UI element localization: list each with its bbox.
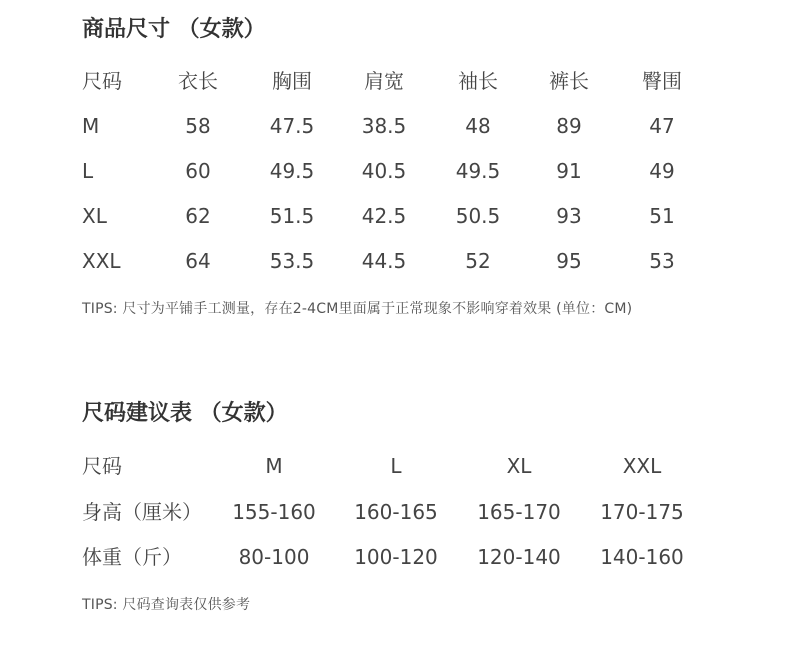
table-cell: 53.5 [269,249,315,273]
table-cell: 80-100 [238,545,310,569]
table-cell: 53 [649,249,675,273]
table-cell: 47.5 [269,114,315,138]
table-cell: 47 [649,114,675,138]
size-label: L [82,159,94,183]
size-label: XXL [82,249,121,273]
table-cell: 38.5 [361,114,407,138]
table-cell: 89 [556,114,582,138]
table-cell: 40.5 [361,159,407,183]
suggest-table-header [0,451,790,481]
table-cell: 51.5 [269,204,315,228]
suggest-table-title: 尺码建议表 （女款） [82,401,288,426]
header-cell: L [390,454,402,478]
table-cell: 49 [649,159,675,183]
table-cell: 58 [185,114,211,138]
header-cell: 尺码 [82,69,122,93]
header-cell: 臀围 [642,69,682,93]
row-label: 身高（厘米） [82,500,202,524]
header-cell: M [265,454,283,478]
table-cell: 155-160 [232,500,316,524]
table-cell: 120-140 [477,545,561,569]
size-label: XL [82,204,107,228]
table-cell: 49.5 [269,159,315,183]
table-cell: 52 [465,249,491,273]
table-cell: 64 [185,249,211,273]
table-cell: 140-160 [600,545,684,569]
table-cell: 49.5 [455,159,501,183]
table-row [0,497,790,527]
header-cell: 衣长 [178,69,218,93]
size-table-title: 商品尺寸 （女款） [82,17,266,42]
table-cell: 95 [556,249,582,273]
size-table-header [0,66,790,96]
table-cell: 160-165 [354,500,438,524]
table-cell: 42.5 [361,204,407,228]
table-row [0,156,790,186]
header-cell: 肩宽 [364,69,404,93]
table-cell: 48 [465,114,491,138]
table-cell: 165-170 [477,500,561,524]
table-cell: 60 [185,159,211,183]
table-row [0,201,790,231]
table-cell: 170-175 [600,500,684,524]
size-label: M [82,114,100,138]
table-cell: 100-120 [354,545,438,569]
table-cell: 91 [556,159,582,183]
table-cell: 93 [556,204,582,228]
header-cell: 裤长 [549,69,589,93]
header-cell: XL [506,454,532,478]
header-cell: 胸围 [272,69,312,93]
table-row [0,542,790,572]
table-cell: 62 [185,204,211,228]
header-cell: XXL [622,454,662,478]
table-cell: 51 [649,204,675,228]
table-cell: 44.5 [361,249,407,273]
size-table-tips: TIPS: 尺寸为平铺手工测量，存在2-4CM里面属于正常现象不影响穿着效果 (单位：CM) [82,301,633,317]
suggest-table-tips: TIPS: 尺码查询表仅供参考 [82,597,251,613]
table-cell: 50.5 [455,204,501,228]
header-cell: 尺码 [82,454,122,478]
table-row [0,246,790,276]
header-cell: 袖长 [458,69,498,93]
row-label: 体重（斤） [82,545,182,569]
table-row [0,111,790,141]
